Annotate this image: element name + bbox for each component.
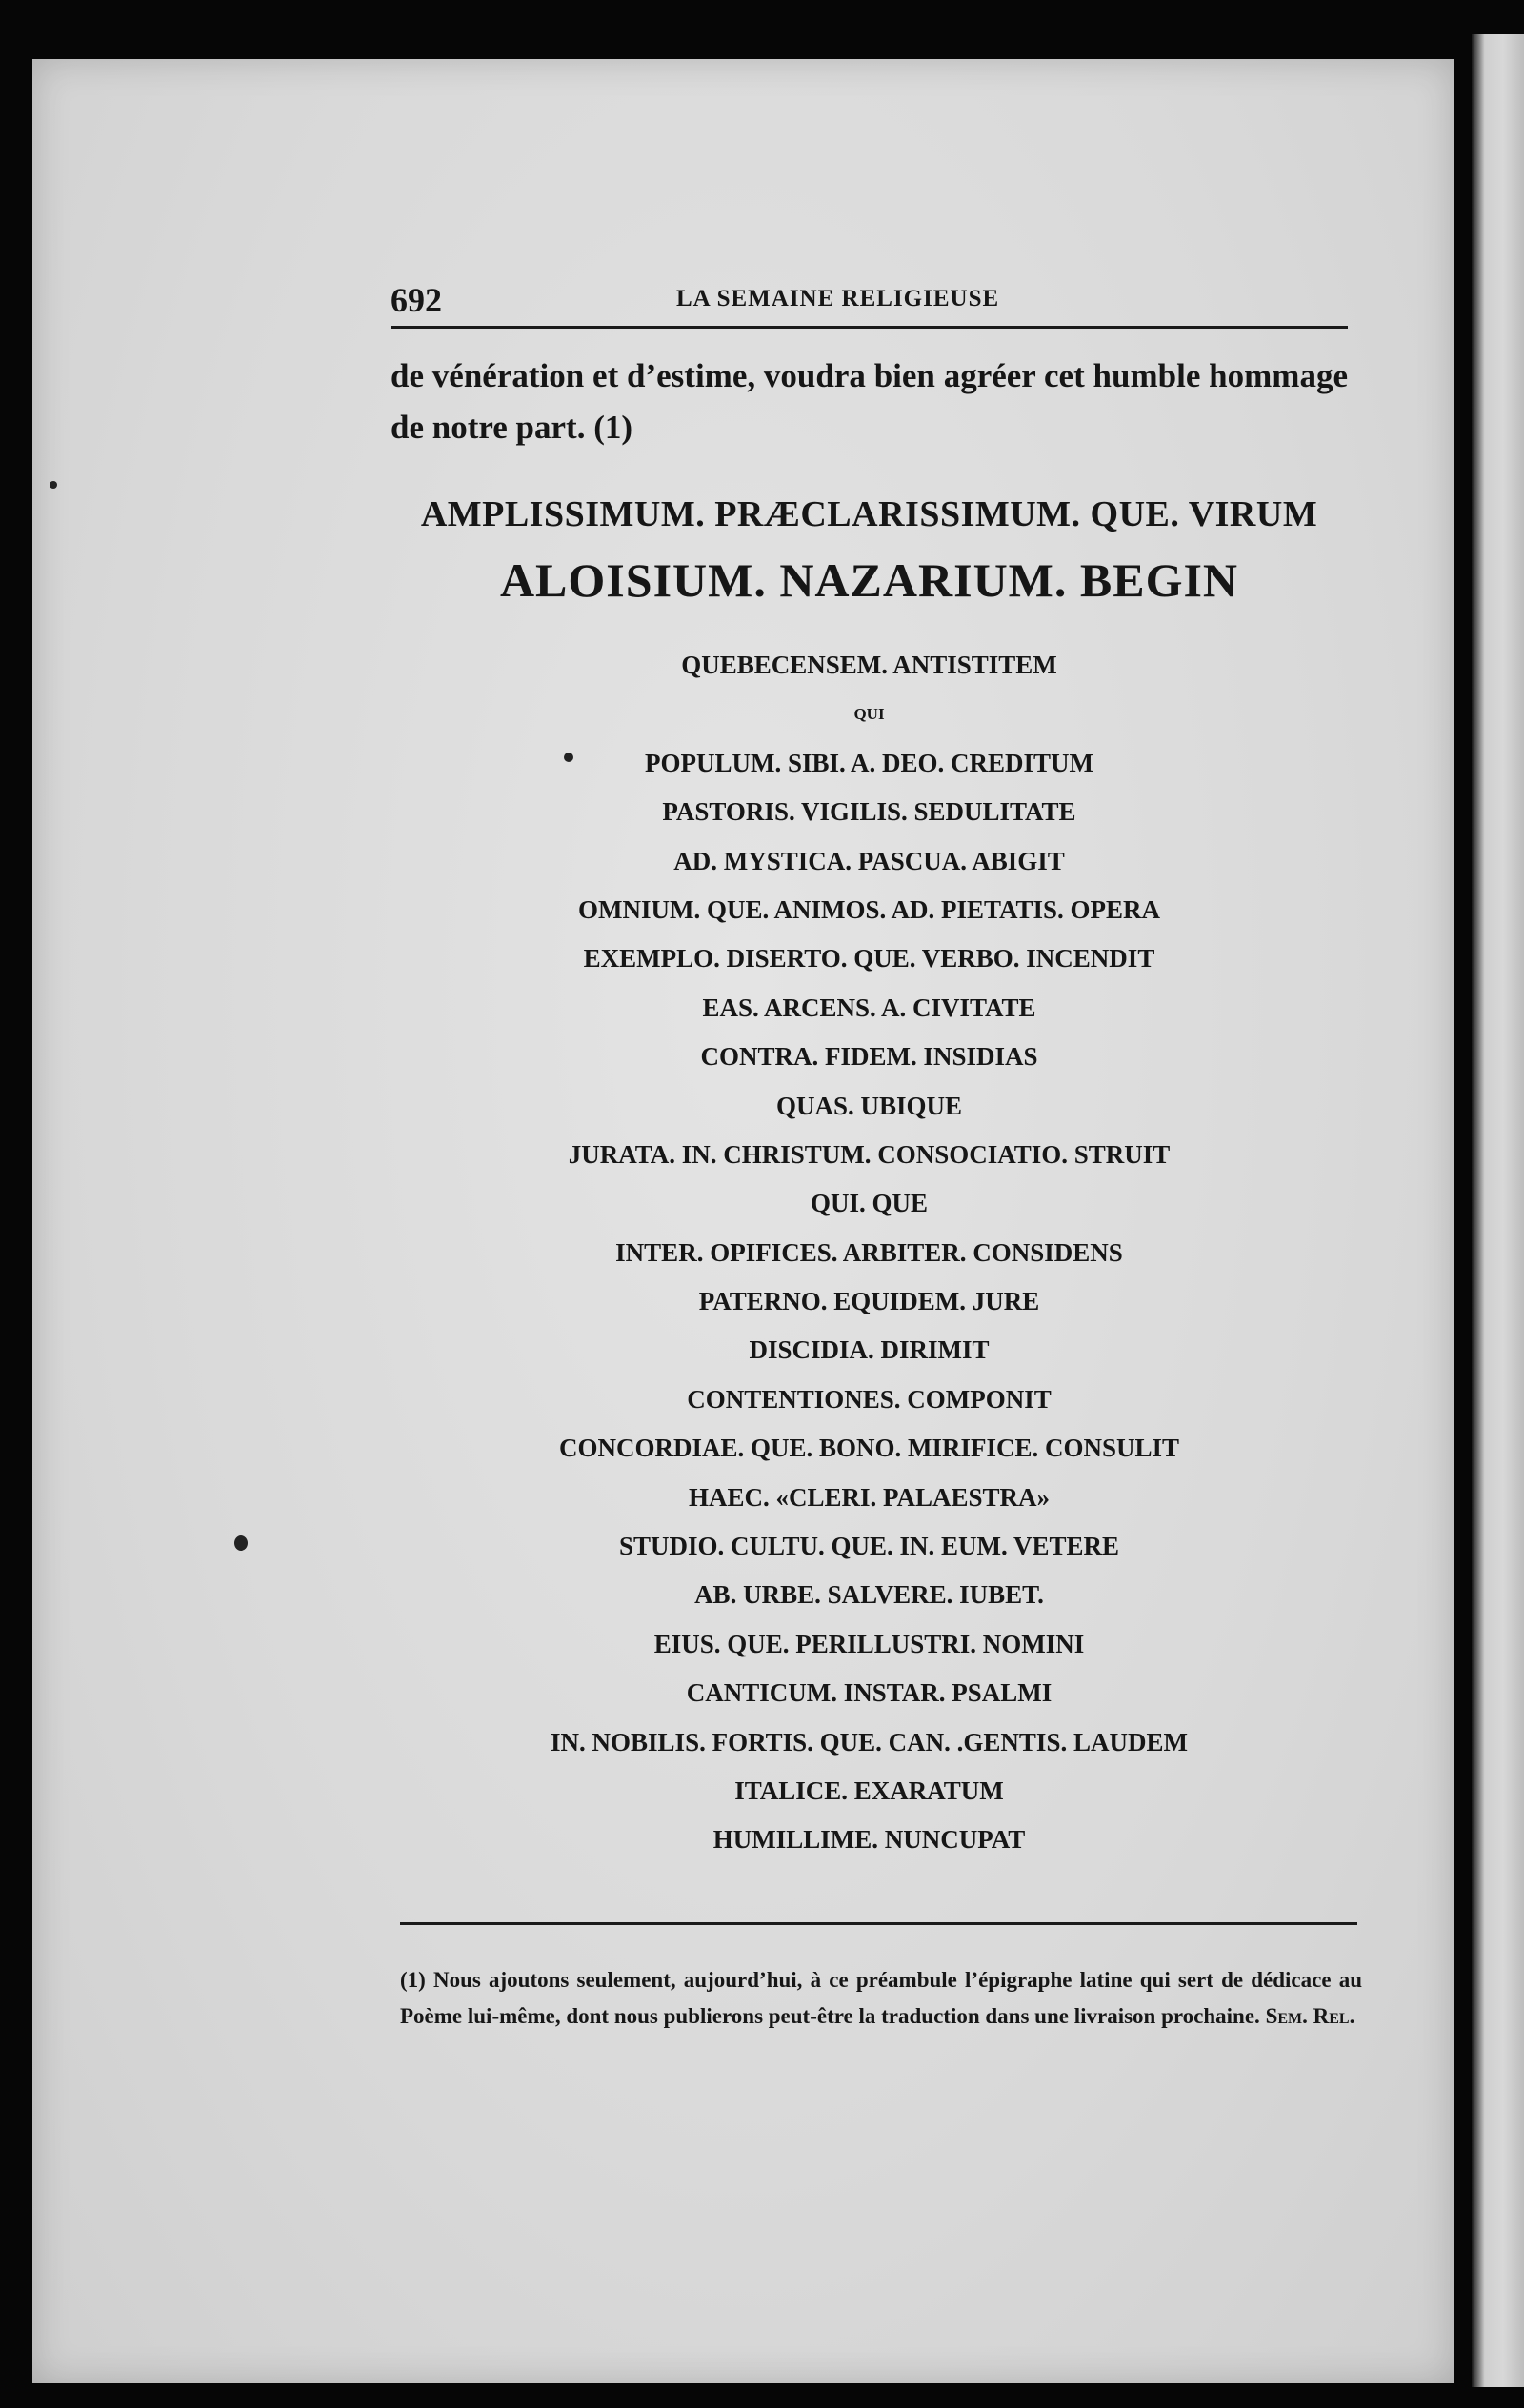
latin-inscription: [391, 641, 1348, 1865]
intro-paragraph: de vénération et d’estime, voudra bien agréer cet humble hommage de notre part. (1): [391, 357, 1348, 446]
inscription-line: CANTICUM. INSTAR. PSALMI: [686, 1678, 1053, 1708]
scan-speck: [50, 481, 57, 489]
scan-speck: [564, 752, 573, 762]
page-number: 692: [391, 281, 442, 319]
inscription-line: QUI: [853, 705, 885, 724]
scan-speck: [234, 1535, 248, 1551]
inscription-line: CONCORDIAE. QUE. BONO. MIRIFICE. CONSULIT: [558, 1434, 1180, 1463]
inscription-line: EAS. ARCENS. A. CIVITATE: [702, 993, 1036, 1022]
inscription-line: STUDIO. CULTU. QUE. IN. EUM. VETERE: [618, 1532, 1120, 1561]
inscription-line: INTER. OPIFICES. ARBITER. CONSIDENS: [615, 1237, 1123, 1267]
inscription-line: EXEMPLO. DISERTO. QUE. VERBO. INCENDIT: [583, 944, 1155, 973]
inscription-line: HUMILLIME. NUNCUPAT: [712, 1825, 1026, 1855]
dedication-title-line-2: ALOISIUM. NAZARIUM. BEGIN: [499, 553, 1239, 607]
footnote-divider: [400, 1922, 1357, 1925]
inscription-line: JURATA. IN. CHRISTUM. CONSOCIATIO. STRUIT: [568, 1139, 1171, 1169]
inscription-line: AB. URBE. SALVERE. IUBET.: [694, 1580, 1044, 1610]
footnote-signature: Sem. Rel.: [1265, 2004, 1355, 2028]
page-header: [391, 276, 1348, 329]
inscription-line: QUI. QUE: [810, 1189, 929, 1218]
dedication-title-line-1: AMPLISSIMUM. PRÆCLARISSIMUM. QUE. VIRUM: [420, 494, 1318, 534]
inscription-line: AD. MYSTICA. PASCUA. ABIGIT: [673, 846, 1065, 875]
inscription-line: HAEC. «CLERI. PALAESTRA»: [688, 1482, 1051, 1512]
inscription-line: DISCIDIA. DIRIMIT: [749, 1335, 990, 1365]
inscription-line: ITALICE. EXARATUM: [734, 1776, 1004, 1805]
inscription-line: IN. NOBILIS. FORTIS. QUE. CAN. .GENTIS. LAUDEM: [551, 1727, 1188, 1756]
inscription-line: PATERNO. EQUIDEM. JURE: [698, 1287, 1040, 1316]
inscription-line: EIUS. QUE. PERILLUSTRI. NOMINI: [653, 1629, 1085, 1658]
inscription-line: OMNIUM. QUE. ANIMOS. AD. PIETATIS. OPERA: [577, 894, 1161, 924]
inscription-line: PASTORIS. VIGILIS. SEDULITATE: [662, 797, 1076, 827]
inscription-line: QUAS. UBIQUE: [775, 1091, 963, 1120]
inscription-line: CONTENTIONES. COMPONIT: [687, 1384, 1052, 1414]
inscription-line: CONTRA. FIDEM. INSIDIAS: [700, 1042, 1038, 1072]
inscription-line: POPULUM. SIBI. A. DEO. CREDITUM: [644, 748, 1094, 777]
running-head: LA SEMAINE RELIGIEUSE: [676, 286, 1000, 311]
footnote: [400, 1962, 1362, 2035]
inscription-line: QUEBECENSEM. ANTISTITEM: [681, 651, 1057, 679]
footnote-text: (1) Nous ajoutons seulement, aujourd’hui, à ce préambule l’épigraphe latine qui sert de dédicace au Poème lui-même, dont nous publierons peut-être la traduction dans une livraison prochaine.: [400, 1968, 1362, 2028]
adjacent-page-edge: [1472, 34, 1524, 2387]
